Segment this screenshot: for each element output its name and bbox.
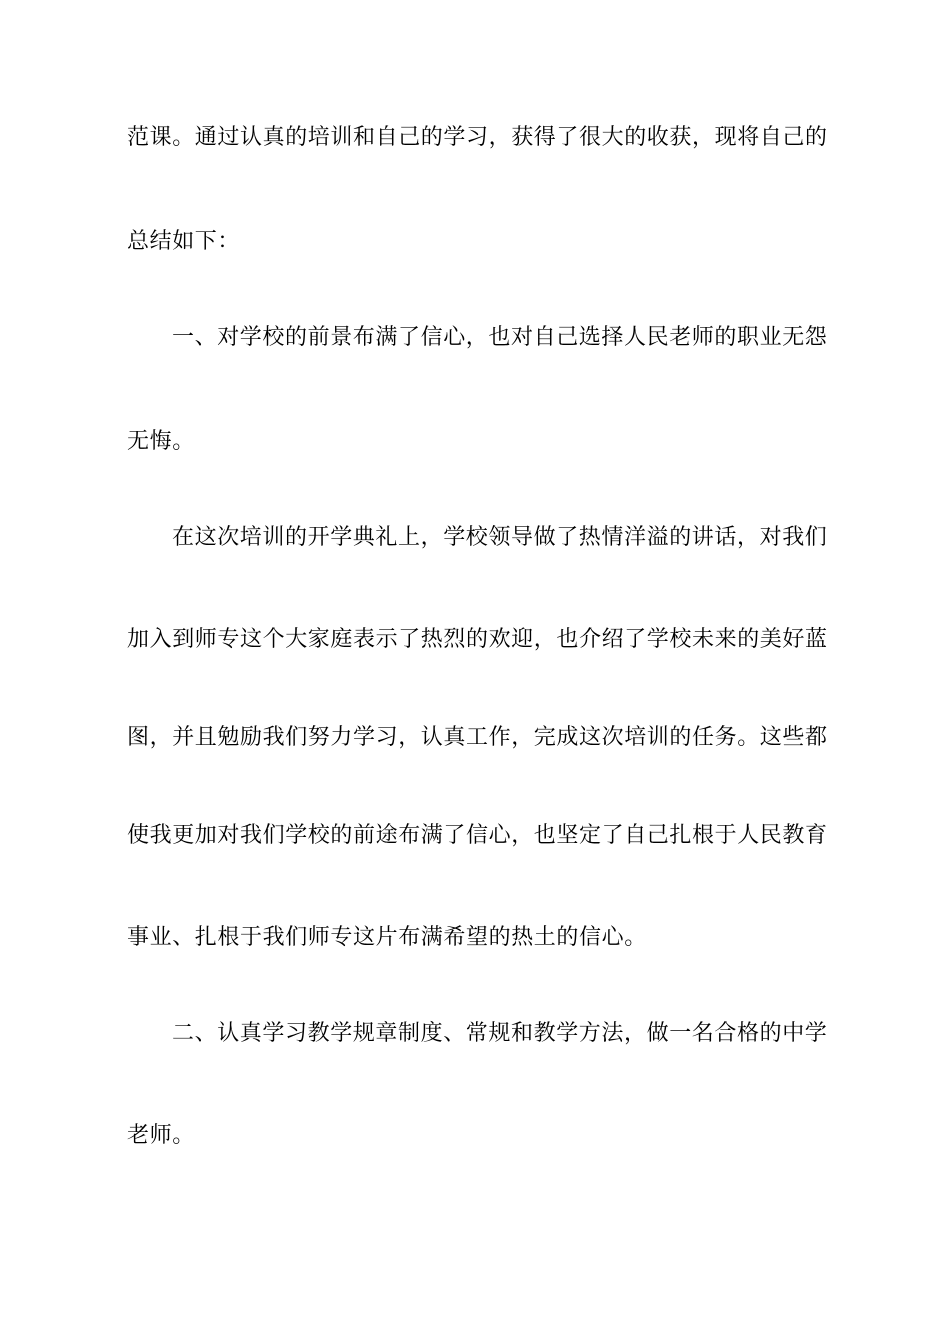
text-line-11: 老师。 [127,1123,195,1148]
text-line-4: 无悔。 [127,429,195,454]
text-line-1: 范课。通过认真的培训和自己的学习，获得了很大的收获，现将自己的 [127,125,828,150]
text-line-6: 加入到师专这个大家庭表示了热烈的欢迎，也介绍了学校未来的美好蓝 [127,627,828,652]
section-heading-1: 一、对学校的前景布满了信心，也对自己选择人民老师的职业无怨 [172,325,828,350]
section-heading-2: 二、认真学习教学规章制度、常规和教学方法，做一名合格的中学 [172,1021,828,1046]
text-line-2: 总结如下： [127,229,241,254]
text-line-8: 使我更加对我们学校的前途布满了信心，也坚定了自己扎根于人民教育 [127,823,828,848]
paragraph-start: 在这次培训的开学典礼上，学校领导做了热情洋溢的讲话，对我们 [172,525,828,550]
text-line-7: 图，并且勉励我们努力学习，认真工作，完成这次培训的任务。这些都 [127,725,828,750]
text-line-9: 事业、扎根于我们师专这片布满希望的热土的信心。 [127,925,647,950]
